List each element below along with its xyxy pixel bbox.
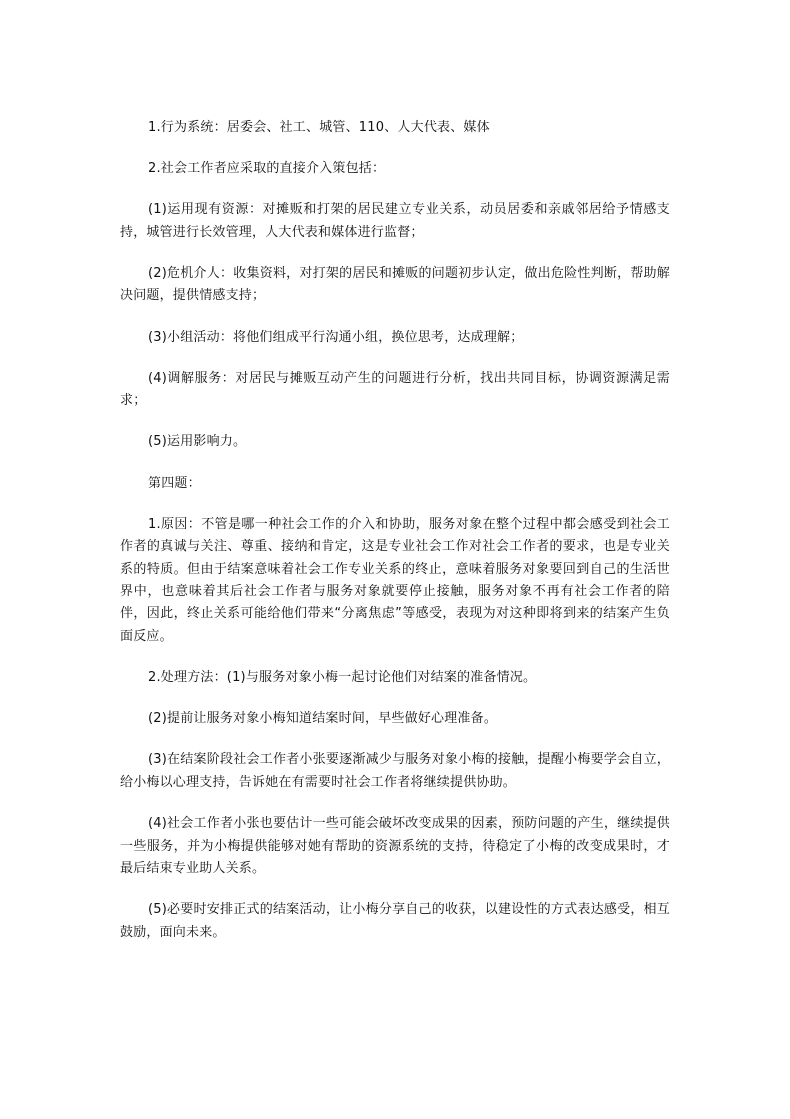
paragraph-use-resources: (1)运用现有资源：对摊贩和打架的居民建立专业关系，动员居委和亲戚邻居给予情感支持，城管进行长效管理，人大代表和媒体进行监督； (120, 202, 670, 240)
paragraph-estimate-factors: (4)社会工作者小张也要估计一些可能会破坏改变成果的因素，预防问题的产生，继续提供一些服务，并为小梅提供能够对她有帮助的资源系统的支持，待稳定了小梅的改变成果时，才最后结束专业助人关系。 (120, 816, 670, 876)
document-body (120, 117, 670, 963)
paragraph-intervention-intro: 2.社会工作者应采取的直接介入策包括： (148, 161, 386, 177)
paragraph-influence: (5)运用影响力。 (148, 434, 247, 450)
paragraph-reduce-contact: (3)在结案阶段社会工作者小张要逐渐减少与服务对象小梅的接触，提醒小梅要学会自立，给小梅以心理支持，告诉她在有需要时社会工作者将继续提供协助。 (120, 752, 670, 790)
paragraph-advance-notice: (2)提前让服务对象小梅知道结案时间，早些做好心理准备。 (148, 711, 498, 727)
paragraph-reason: 1.原因：不管是哪一种社会工作的介入和协助，服务对象在整个过程中都会感受到社会工作者的真诚与关注、尊重、接纳和肯定，这是专业社会工作对社会工作者的要求，也是专业关系的特质。但由于结案意味着社会工作专业关系的终止，意味着服务对象要回到自己的生活世界中，也意味着其后社会工作者与服务对象就要停止接触，服务对象不再有社会工作者的陪伴，因此，终止关系可能给他们带来“分离焦虑”等感受，表现为对这种即将到来的结案产生负面反应。 (120, 516, 670, 644)
paragraph-mediation-service: (4)调解服务：对居民与摊贩互动产生的问题进行分析，找出共同目标，协调资源满足需求； (120, 370, 670, 409)
paragraph-crisis-intervention: (2)危机介人：收集资料，对打架的居民和摊贩的问题初步认定，做出危险性判断，帮助解决问题，提供情感支持； (120, 266, 670, 304)
paragraph-handling-method: 2.处理方法：(1)与服务对象小梅一起讨论他们对结案的准备情况。 (148, 670, 537, 686)
section-heading-question-four: 第四题： (148, 475, 201, 491)
paragraph-group-activity: (3)小组活动：将他们组成平行沟通小组，换位思考，达成理解； (148, 329, 524, 345)
paragraph-closing-activity: (5)必要时安排正式的结案活动，让小梅分享自己的收获，以建设性的方式表达感受，相互鼓励，面向未来。 (120, 902, 670, 940)
paragraph-behavior-system: 1.行为系统：居委会、社工、城管、110、人大代表、媒体 (148, 120, 490, 135)
